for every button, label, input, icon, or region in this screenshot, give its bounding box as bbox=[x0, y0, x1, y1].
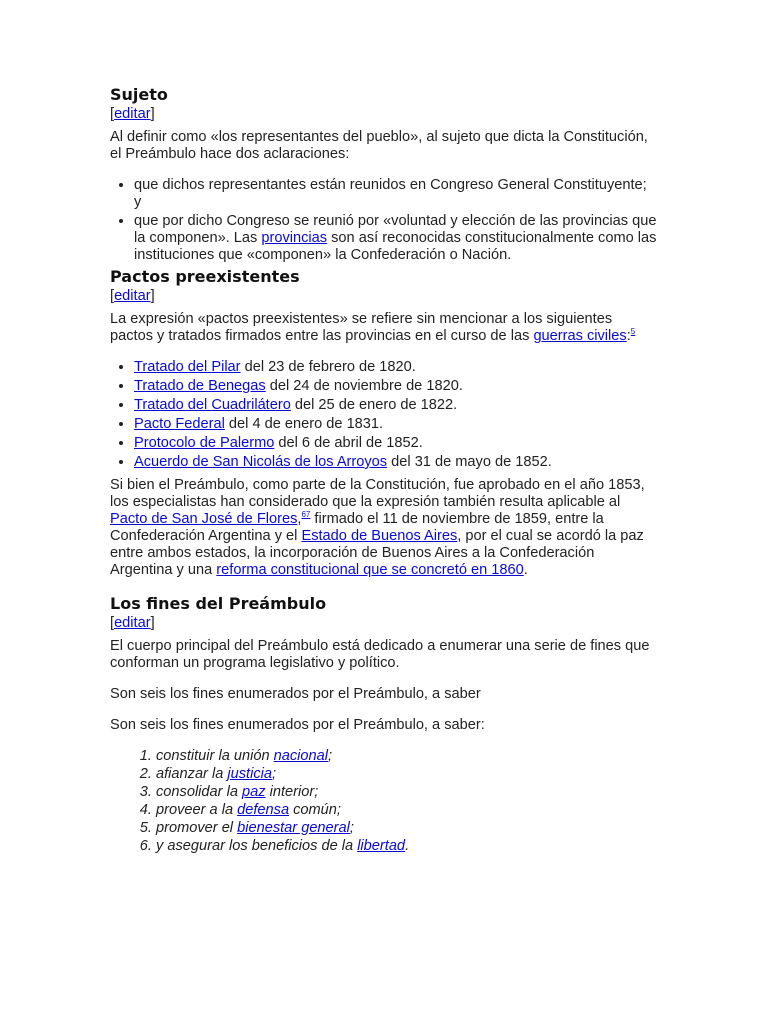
treaty-link[interactable]: Protocolo de Palermo bbox=[134, 435, 275, 451]
treaty-link[interactable]: Pacto Federal bbox=[134, 416, 225, 432]
text: son así reconocidas constitucionalmente como las instituciones que «componen» la Confederación o Nación. bbox=[134, 230, 657, 263]
list-item bbox=[134, 416, 658, 433]
text: . bbox=[523, 562, 528, 578]
paragraph: Son seis los fines enumerados por el Preámbulo, a saber: bbox=[110, 717, 485, 733]
list-item bbox=[156, 838, 658, 855]
text: del 24 de noviembre de 1820. bbox=[265, 378, 463, 394]
list-item bbox=[156, 784, 658, 801]
text: , por el cual se acordó la paz entre ambos estados, la incorporación de Buenos Aires a la Confederación Argentina y una bbox=[110, 528, 644, 578]
text: del 25 de enero de 1822. bbox=[290, 397, 458, 413]
treaty-list bbox=[110, 359, 658, 471]
paragraph bbox=[110, 311, 658, 345]
link-paz[interactable]: paz bbox=[242, 784, 266, 800]
text: afianzar la bbox=[156, 766, 228, 782]
treaty-link[interactable]: Acuerdo de San Nicolás de los Arroyos bbox=[134, 454, 388, 470]
treaty-link[interactable]: Tratado del Pilar bbox=[134, 359, 241, 375]
text: del 23 de febrero de 1820. bbox=[240, 359, 416, 375]
edit-link[interactable]: editar bbox=[114, 106, 151, 122]
paragraph: Son seis los fines enumerados por el Preámbulo, a saber bbox=[110, 686, 481, 702]
text: ; bbox=[272, 766, 277, 782]
list-item bbox=[134, 378, 658, 395]
text: del 4 de enero de 1831. bbox=[224, 416, 384, 432]
list-item bbox=[156, 766, 658, 783]
edit-link-wrapper: [editar] bbox=[110, 615, 155, 631]
text: constituir la unión bbox=[156, 748, 274, 764]
text: Si bien el Preámbulo, como parte de la Constitución, fue aprobado en el año 1853, los especialistas han considerado que la expresión también resulta aplicable al bbox=[110, 477, 645, 510]
list-item bbox=[134, 397, 658, 414]
section-pactos bbox=[110, 266, 658, 579]
list-item bbox=[156, 748, 658, 765]
list-item bbox=[134, 454, 658, 471]
list-item bbox=[156, 802, 658, 819]
section-fines bbox=[110, 593, 658, 855]
text: proveer a la bbox=[156, 802, 238, 818]
text: del 31 de mayo de 1852. bbox=[387, 454, 552, 470]
text: del 6 de abril de 1852. bbox=[274, 435, 423, 451]
paragraph: El cuerpo principal del Preámbulo está dedicado a enumerar una serie de fines que conforman un programa legislativo y político. bbox=[110, 638, 650, 671]
section-title: Pactos preexistentes bbox=[110, 267, 300, 286]
list-item bbox=[134, 213, 658, 264]
link-bienestar-general[interactable]: bienestar general bbox=[237, 820, 350, 836]
text: promover el bbox=[156, 820, 238, 836]
list-item bbox=[156, 820, 658, 837]
edit-link[interactable]: editar bbox=[114, 615, 151, 631]
treaty-link[interactable]: Tratado del Cuadrilátero bbox=[134, 397, 291, 413]
text: . bbox=[405, 838, 410, 854]
paragraph bbox=[110, 477, 658, 579]
section-title: Los fines del Preámbulo bbox=[110, 594, 327, 613]
numbered-list bbox=[110, 748, 658, 855]
bullet-list bbox=[110, 177, 658, 264]
link-provincias[interactable]: provincias bbox=[261, 230, 328, 246]
text: que por dicho Congreso se reunió por «voluntad y elección de las provincias que la componen». Las bbox=[134, 213, 657, 246]
list-item: • que dichos representantes están reunidos en Congreso General Constituyente; y bbox=[134, 177, 658, 211]
text: común; bbox=[289, 802, 341, 818]
text: consolidar la bbox=[156, 784, 242, 800]
edit-link-wrapper: [editar] bbox=[110, 288, 155, 304]
edit-link-wrapper: [editar] bbox=[110, 106, 155, 122]
footnote-link[interactable]: 67 bbox=[301, 510, 311, 520]
link-justicia[interactable]: justicia bbox=[227, 766, 272, 782]
paragraph: Al definir como «los representantes del pueblo», al sujeto que dicta la Constitución, el Preámbulo hace dos aclaraciones: bbox=[110, 129, 648, 162]
link-libertad[interactable]: libertad bbox=[357, 838, 406, 854]
text: La expresión «pactos preexistentes» se refiere sin mencionar a los siguientes pactos y tratados firmados entre las provincias en el curso de las bbox=[110, 311, 613, 344]
section-title: Sujeto bbox=[110, 85, 168, 104]
text: : bbox=[626, 328, 631, 344]
text: ; bbox=[328, 748, 333, 764]
text: y asegurar los beneficios de la bbox=[156, 838, 358, 854]
text: , bbox=[297, 511, 302, 527]
text: ; bbox=[349, 820, 354, 836]
edit-link[interactable]: editar bbox=[114, 288, 151, 304]
link-guerras-civiles[interactable]: guerras civiles bbox=[533, 328, 627, 344]
treaty-link[interactable]: Tratado de Benegas bbox=[134, 378, 266, 394]
link-nacional[interactable]: nacional bbox=[273, 748, 329, 764]
link-reforma-1860[interactable]: reforma constitucional que se concretó en 1860 bbox=[216, 562, 524, 578]
footnote-link[interactable]: 5 bbox=[630, 327, 636, 337]
link-estado-buenos-aires[interactable]: Estado de Buenos Aires bbox=[301, 528, 458, 544]
link-defensa[interactable]: defensa bbox=[237, 802, 290, 818]
section-sujeto bbox=[110, 84, 658, 264]
link-pacto-san-jose[interactable]: Pacto de San José de Flores bbox=[110, 511, 298, 527]
text: firmado el 11 de noviembre de 1859, entre la Confederación Argentina y el bbox=[110, 511, 604, 544]
list-item bbox=[134, 359, 658, 376]
list-item bbox=[134, 435, 658, 452]
text: interior; bbox=[265, 784, 319, 800]
